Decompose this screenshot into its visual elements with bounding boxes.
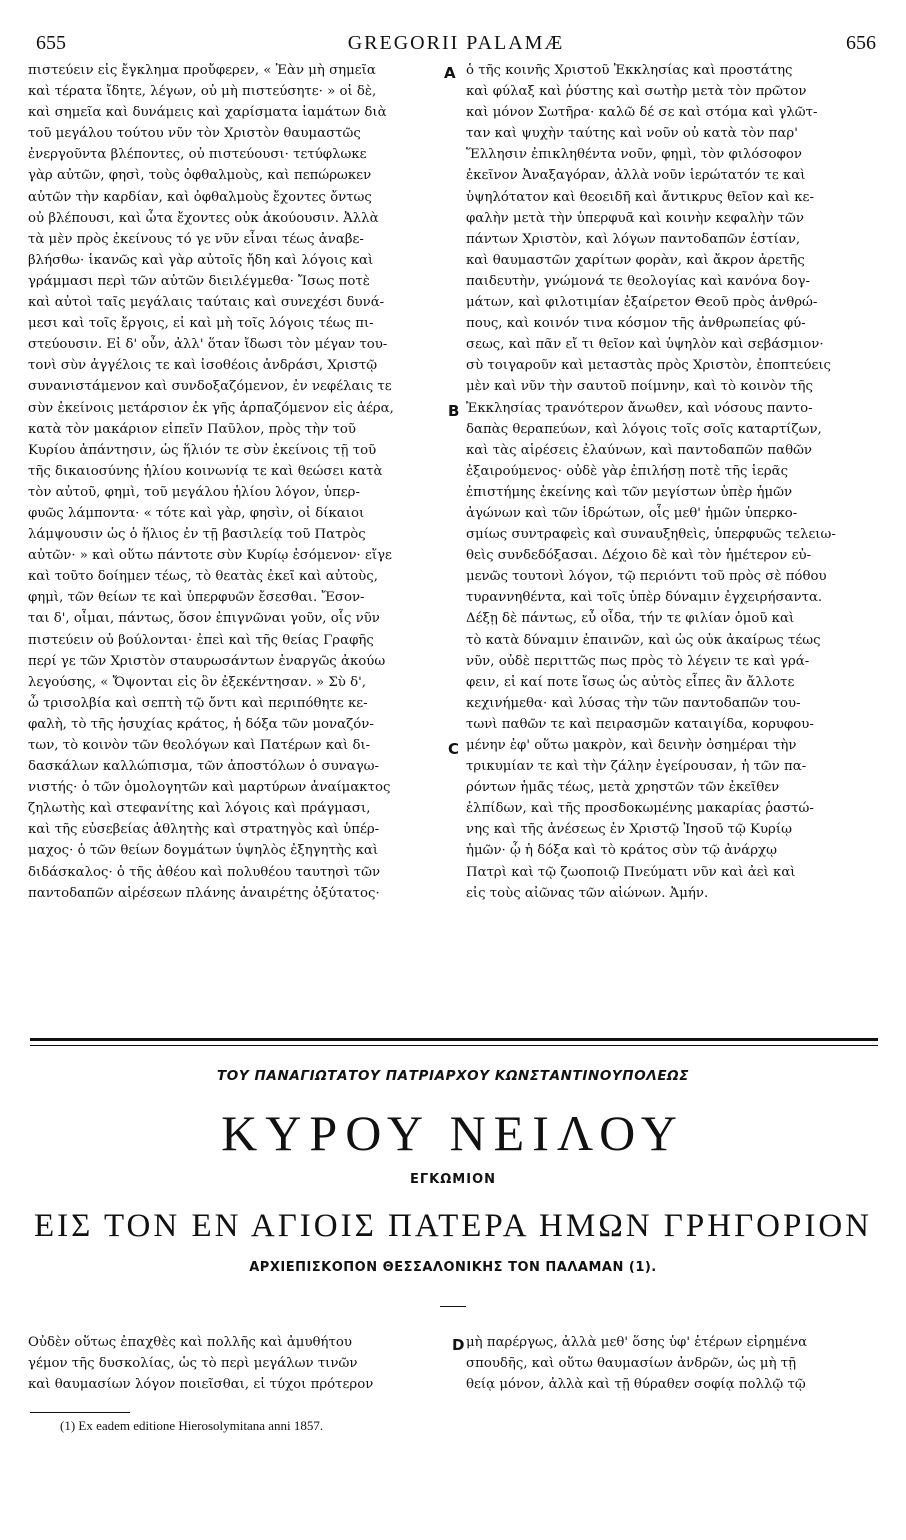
right-column-line: Πατρὶ καὶ τῷ ζωοποιῷ Πνεύματι νῦν καὶ ἀεὶ καὶ bbox=[466, 864, 796, 880]
left-column-line: φαλὴ, τὸ τῆς ἡσυχίας κράτος, ἡ δόξα τῶν μοναζόν- bbox=[28, 716, 374, 732]
right-column-line: φαλὴν μετὰ τὴν ὑπερφυᾶ καὶ κοινὴν κεφαλὴν τῶν bbox=[466, 210, 804, 226]
left-column-line: τοῦ μεγάλου τούτου νῦν τὸν Χριστὸν θαυμαστῶς bbox=[28, 126, 361, 142]
right-page-number: 656 bbox=[846, 32, 876, 54]
right-column-line: ἐκεῖνον Ἀναξαγόραν, ἀλλὰ νοῦν ἱερώτατόν τε καὶ bbox=[466, 168, 806, 184]
subject-heading: ΕΙΣ ΤΟΝ ΕΝ ΑΓΙΟΙΣ ΠΑΤΕΡΑ ΗΜΩΝ ΓΡΗΓΟΡΙΟΝ bbox=[33, 1208, 872, 1244]
left-column-line: ὦ τρισολβία καὶ σεπτὴ τῷ ὄντι καὶ περιπόθητε κε- bbox=[28, 695, 368, 711]
right-column-line: πάντων Χριστὸν, καὶ λόγων παντοδαπῶν ἑστίαν, bbox=[466, 231, 801, 247]
left-column-line: διδάσκαλος· ὁ τῆς ἀθέου καὶ πολυθέου ταυτησὶ τῶν bbox=[28, 864, 381, 880]
body-left-line: καὶ θαυμασίων λόγον ποιεῖσθαι, εἰ τύχοι πρότερον bbox=[28, 1377, 374, 1393]
left-column-line: τὸν αὐτοῦ, φημὶ, τοῦ μεγάλου ἡλίου λόγον, ὑπερ- bbox=[28, 484, 360, 500]
left-column-line: στεύουσιν. Εἰ δ' οὖν, ἀλλ' ὅταν ἴδωσι τὸν μέγαν του- bbox=[28, 337, 388, 353]
left-column-line: καὶ τῆς εὐσεβείας ἀθλητὴς καὶ στρατηγὸς καὶ ὑπέρ- bbox=[28, 822, 380, 838]
right-column-line: θεὶς συνδεδόξασαι. Δέχοιο δὲ καὶ τὸν ἡμέτερον εὐ- bbox=[466, 548, 812, 564]
body-right-line: μὴ παρέργως, ἀλλὰ μεθ' ὅσης ὑφ' ἑτέρων εἰρημένα bbox=[466, 1335, 808, 1350]
marker-b: B bbox=[448, 402, 460, 420]
marker-a: A bbox=[444, 64, 456, 82]
body-left-line: Οὐδὲν οὕτως ἐπαχθὲς καὶ πολλῆς καὶ ἀμυθήτου bbox=[28, 1335, 352, 1350]
header-title: GREGORII PALAMÆ bbox=[347, 32, 565, 54]
running-header bbox=[36, 32, 876, 56]
main-title: ΚΥΡΟΥ ΝΕΙΛΟΥ bbox=[221, 1105, 685, 1161]
left-column-line: πιστεύειν εἰς ἔγκλημα προὔφερεν, « Ἐὰν μὴ σημεῖα bbox=[28, 63, 376, 78]
right-column-line: καὶ μόνον Σωτῆρα· καλῶ δέ σε καὶ στόμα καὶ γλῶτ- bbox=[466, 105, 818, 121]
right-column-line: καὶ θαυμαστῶν χαρίτων φορὰν, καὶ ἄκρον ἀρετῆς bbox=[466, 252, 805, 268]
left-column-line: Κυρίου ἀπάντησιν, ὡς ἥλιόν τε σὺν ἐκείνοις τῇ τοῦ bbox=[28, 442, 377, 458]
left-column bbox=[28, 60, 444, 904]
right-column-line: νης καὶ τῆς ἀνέσεως ἐν Χριστῷ Ἰησοῦ τῷ Κυρίῳ bbox=[466, 822, 792, 838]
right-column-line: πους, καὶ κοινόν τινα κόσμον τῆς ἀνθρωπείας φύ- bbox=[466, 316, 806, 332]
left-column-line: κατὰ τὸν μακάριον εἰπεῖν Παῦλον, πρὸς τὴν τοῦ bbox=[28, 421, 356, 437]
right-column-line: σεως, καὶ πᾶν εἴ τι θεῖον καὶ ὑψηλὸν καὶ σεβάσμιον· bbox=[466, 337, 824, 353]
body-right-line: σπουδῆς, καὶ οὕτω θαυμασίων ἀνδρῶν, ὡς μὴ τῇ bbox=[466, 1356, 797, 1372]
right-column-line: τρικυμίαν τε καὶ τὴν ζάλην ἐγείρουσαν, ἡ τῶν πα- bbox=[466, 759, 807, 775]
left-column-line: παντοδαπῶν αἱρέσεων πλάνης ἀναιρέτης ὀξύτατος· bbox=[28, 885, 380, 901]
left-column-line: φημὶ, τῶν θείων τε καὶ ὑπερφυῶν ἔσεσθαι. Ἔσον- bbox=[28, 590, 365, 606]
section-rule-thick bbox=[30, 1038, 878, 1041]
left-column-line: οὐ βλέπουσι, καὶ ὦτα ἔχοντες οὐκ ἀκούουσιν. Ἀλλὰ bbox=[28, 210, 379, 226]
patriarch-heading: ΤΟΥ ΠΑΝΑΓΙΩΤΑΤΟΥ ΠΑΤΡΙΑΡΧΟΥ ΚΩΝΣΤΑΝΤΙΝΟΥΠΟΛΕΩΣ bbox=[216, 1068, 690, 1084]
right-column-line: νῦν, οὐδὲ περιττῶς πως πρὸς τὸ λέγειν τε καὶ γρά- bbox=[466, 653, 810, 669]
left-column-line: δασκάλων καλλώπισμα, τῶν ἀποστόλων ὁ συναγω- bbox=[28, 759, 380, 775]
marker-c: C bbox=[448, 740, 460, 758]
left-page-number: 655 bbox=[36, 32, 66, 54]
right-column-line: κεχινήμεθα· καὶ λύσας τὴν τῶν παντοδαπῶν του- bbox=[466, 695, 801, 711]
left-column-line: γράμμασι περὶ τῶν αὐτῶν διειλέγμεθα· Ἴσως ποτὲ bbox=[28, 273, 370, 289]
right-column-line: ἡμῶν· ᾧ ἡ δόξα καὶ τὸ κράτος σὺν τῷ ἀνάρχῳ bbox=[466, 843, 777, 859]
right-column-line: τωνὶ παθῶν τε καὶ πειρασμῶν καταιγίδα, κορυφου- bbox=[466, 716, 814, 732]
right-column-line: καὶ φύλαξ καὶ ῥύστης καὶ σωτὴρ μετὰ τὸν πρῶτον bbox=[466, 84, 807, 100]
left-column-line: νιστής· ὁ τῶν ὁμολογητῶν καὶ μαρτύρων ἀναίμακτος bbox=[28, 780, 391, 796]
right-column-line: εἰς τοὺς αἰῶνας τῶν αἰώνων. Ἀμήν. bbox=[466, 885, 709, 901]
right-column-line: Ἕλλησιν ἐπικληθέντα νοῦν, φημὶ, τὸν φιλόσοφον bbox=[466, 147, 802, 163]
left-column-line: τῆς δικαιοσύνης ἡλίου κοινωνίᾳ τε καὶ θεώσει κατὰ bbox=[28, 463, 383, 479]
left-column-line: των, τὸ κοινὸν τῶν θεολόγων καὶ Πατέρων καὶ δι- bbox=[28, 738, 371, 753]
left-column-line: μεσι καὶ τοῖς ἔργοις, εἰ καὶ μὴ τοῖς λόγοις τέως πι- bbox=[28, 316, 374, 332]
right-column-line: μενῶς τουτονὶ λόγον, τῷ περιόντι τοῦ πρὸς σὲ πόθου bbox=[466, 569, 827, 585]
right-column-line: ρόντων ἡμᾶς τέως, μετὰ χρηστῶν τῶν ἐκεῖθεν bbox=[466, 780, 780, 796]
section-rule-thin bbox=[30, 1045, 878, 1046]
archbishop-heading: ΑΡΧΙΕΠΙΣΚΟΠΟΝ ΘΕΣΣΑΛΟΝΙΚΗΣ ΤΟΝ ΠΑΛΑΜΑΝ (1). bbox=[249, 1260, 657, 1275]
body-left-line: γέμον τῆς δυσκολίας, ὡς τὸ περὶ μεγάλων τινῶν bbox=[28, 1356, 358, 1372]
left-column-line: φυῶς λάμποντα· « τότε καὶ γὰρ, φησὶν, οἱ δίκαιοι bbox=[28, 505, 365, 521]
body-right-column bbox=[466, 1332, 882, 1395]
left-column-line: λεγούσης, « Ὄψονται εἰς ὃν ἐξεκέντησαν. » Σὺ δ', bbox=[28, 674, 367, 690]
right-column-line: ἐπιστήμης ἐκείνης καὶ τῶν μεγίστων ὑπὲρ ἡμῶν bbox=[466, 484, 793, 500]
left-column-line: μαχος· ὁ τῶν θείων δογμάτων ὑψηλὸς ἐξηγητὴς καὶ bbox=[28, 843, 379, 859]
right-column-line: σμίως συντραφεὶς καὶ συναυξηθεὶς, ὑπερφυῶς τελειω- bbox=[466, 527, 836, 543]
right-column-line: ταν καὶ ψυχὴν ταύτης καὶ νοῦν οὐ κατὰ τὸν παρ' bbox=[466, 126, 798, 142]
left-column-line: αὐτῶν τὴν καρδίαν, καὶ ὀφθαλμοὺς ἔχοντες ὄντως bbox=[28, 189, 372, 205]
right-column-line: τὸ κατὰ δύναμιν ἐπαινῶν, καὶ ὡς οὐκ ἀκαίρως τέως bbox=[466, 632, 821, 648]
left-column-line: καὶ τέρατα ἴδητε, λέγων, οὐ μὴ πιστεύσητε· » οἱ δὲ, bbox=[28, 84, 377, 100]
left-column-line: τονὶ σὺν ἀγγέλοις τε καὶ ἰσοθέοις ἀνδράσι, Χριστῷ bbox=[28, 358, 378, 374]
right-column-line: ἐξαιρούμενος· οὐδὲ γὰρ ἐπιλήσῃ ποτὲ τῆς ἱερᾶς bbox=[466, 463, 789, 479]
right-column bbox=[466, 60, 882, 904]
right-column-line: Δέξῃ δὲ πάντως, εὖ οἶδα, τήν τε φιλίαν ὁμοῦ καὶ bbox=[466, 611, 795, 627]
right-column-line: Ἐκκλησίας τρανότερον ἄνωθεν, καὶ νόσους παντο- bbox=[466, 400, 813, 416]
right-column-line: σὺ τοιγαροῦν καὶ μεταστὰς πρὸς Χριστὸν, ἐποπτεύεις bbox=[466, 358, 831, 374]
left-column-line: πιστεύειν οὐ βούλονται· ἐπεὶ καὶ τῆς θείας Γραφῆς bbox=[28, 632, 374, 648]
right-column-line: ἀγώνων καὶ τῶν ἱδρώτων, οἷς μεθ' ἡμῶν ὑπερκο- bbox=[466, 505, 798, 521]
left-column-line: γὰρ αὐτῶν, φησὶ, τοὺς ὀφθαλμοὺς, καὶ πεπώρωκεν bbox=[28, 168, 372, 184]
right-column-line: τυραννηθέντα, καὶ τοῖς ὑπὲρ δύναμιν ἐγχειρήσαντα. bbox=[466, 590, 823, 606]
right-column-line: παιδευτὴν, γνώμονά τε θεολογίας καὶ κανόνα δογ- bbox=[466, 273, 811, 289]
title-dash bbox=[440, 1306, 466, 1307]
right-column-line: μὲν καὶ νῦν τὴν σαυτοῦ ποίμνην, καὶ τὸ κοινὸν τῆς bbox=[466, 379, 813, 395]
left-column-line: λάμψουσιν ὡς ὁ ἥλιος ἐν τῇ βασιλείᾳ τοῦ Πατρὸς bbox=[28, 527, 366, 543]
right-column-line: μένην ἐφ' οὕτω μακρὸν, καὶ δεινὴν ὀσημέραι τὴν bbox=[466, 738, 797, 753]
left-column-line: συνανιστάμενον καὶ συνδοξαζόμενον, ἐν νεφέλαις τε bbox=[28, 379, 392, 395]
genre-heading: ΕΓΚΩΜΙΟΝ bbox=[410, 1172, 496, 1187]
right-column-line: φειν, εἰ καί ποτε ἴσως ὡς αὐτὸς εἶπες ἂν ἄλλοτε bbox=[466, 674, 795, 690]
marker-d: D bbox=[452, 1336, 465, 1354]
left-column-line: ἐνεργοῦντα βλέποντες, οὐ πιστεύουσι· τετύφλωκε bbox=[28, 147, 367, 163]
right-column-line: ἐλπίδων, καὶ τῆς προσδοκωμένης μακαρίας ῥαστώ- bbox=[466, 801, 814, 817]
footnote-rule bbox=[30, 1412, 130, 1413]
right-column-line: καὶ τὰς αἱρέσεις ἐλαύνων, καὶ παντοδαπῶν παθῶν bbox=[466, 442, 812, 458]
footnote: (1) Ex eadem editione Hierosolymitana anni 1857. bbox=[60, 1418, 324, 1433]
body-left-column bbox=[28, 1332, 444, 1395]
left-column-line: αὐτῶν· » καὶ οὕτω πάντοτε σὺν Κυρίῳ ἐσόμενον· εἴγε bbox=[28, 548, 392, 564]
left-column-line: τὰ μὲν πρὸς ἐκείνους τό γε νῦν εἶναι τέως ἀναβε- bbox=[28, 231, 364, 247]
left-column-line: καὶ σημεῖα καὶ δυνάμεις καὶ χαρίσματα ἰαμάτων διὰ bbox=[28, 105, 387, 121]
body-right-line: θείᾳ μόνον, ἀλλὰ καὶ τῇ θύραθεν σοφίᾳ πολλῷ τῷ bbox=[466, 1377, 806, 1393]
left-column-line: καὶ αὐτοὶ ταῖς μεγάλαις ταύταις καὶ συνεχέσι δυνά- bbox=[28, 295, 385, 311]
left-column-line: βλήσθω· ἱκανῶς καὶ γὰρ αὐτοῖς ἤδη καὶ λόγοις καὶ bbox=[28, 252, 374, 268]
right-column-line: μάτων, καὶ φιλοτιμίαν ἐξαίρετον Θεοῦ πρὸς ἀνθρώ- bbox=[466, 295, 818, 311]
right-column-line: ὑψηλότατον καὶ θεοειδῆ καὶ ἄντικρυς θεῖον καὶ κε- bbox=[466, 189, 814, 205]
right-column-line: δαπὰς θεραπεύων, καὶ λόγοις τοῖς σοῖς καταρτίζων, bbox=[466, 421, 822, 437]
left-column-line: ται δ', οἶμαι, πάντως, ὅσον ἐπιγνῶναι γοῦν, οἷς νῦν bbox=[28, 611, 380, 627]
right-column-line: ὁ τῆς κοινῆς Χριστοῦ Ἐκκλησίας καὶ προστάτης bbox=[466, 63, 793, 78]
left-column-line: περί γε τῶν Χριστὸν σταυρωσάντων ἐναργῶς ἀκούω bbox=[28, 653, 386, 669]
left-column-line: καὶ τοῦτο δοίημεν τέως, τὸ θεατὰς ἐκεῖ καὶ αὐτοὺς, bbox=[28, 569, 378, 585]
left-column-line: σὺν ἐκείνοις μετάρσιον ἐκ γῆς ἁρπαζόμενον εἰς ἀέρα, bbox=[28, 400, 394, 416]
left-column-line: ζηλωτὴς καὶ στεφανίτης καὶ λόγοις καὶ πράγμασι, bbox=[28, 801, 371, 817]
